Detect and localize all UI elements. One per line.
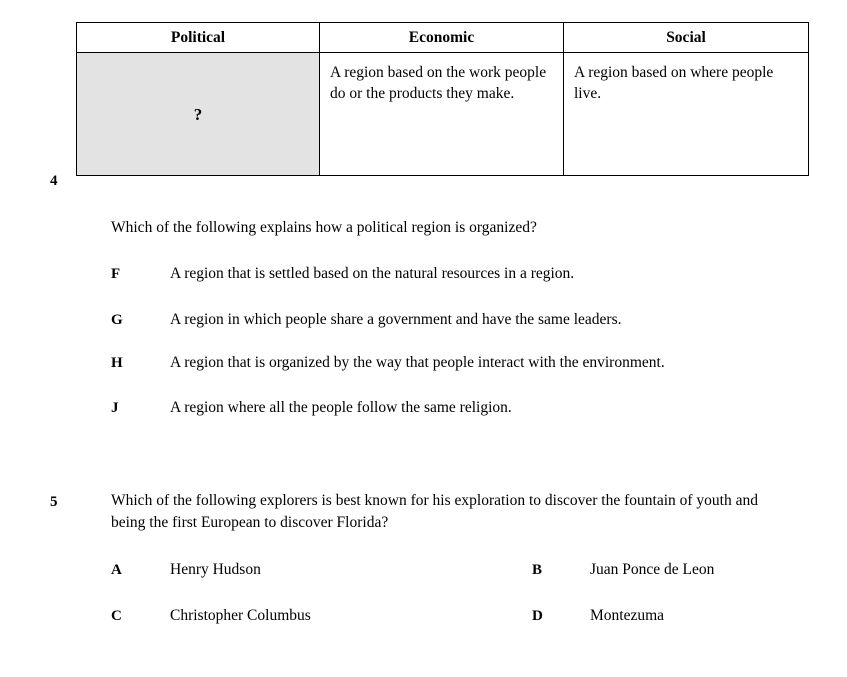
table-cell-social-definition: A region based on where people live. [564,53,809,176]
table-header-economic: Economic [320,23,564,53]
question-5-number: 5 [50,494,58,510]
table-cell-economic-definition: A region based on the work people do or the products they make. [320,53,564,176]
question-4-number: 4 [50,173,58,189]
table-row [77,53,809,176]
table-header-row [77,23,809,53]
question-4-choice-h-letter[interactable]: H [111,355,123,371]
question-4-stem: Which of the following explains how a political region is organized? [111,219,537,236]
question-5-choice-d-letter[interactable]: D [532,608,543,624]
question-5-choice-b-letter[interactable]: B [532,562,543,578]
question-5-stem: Which of the following explorers is best known for his exploration to discover the fountain of youth and being the first European to discover Florida? [111,492,758,531]
question-4-choice-f-letter[interactable]: F [111,266,121,282]
question-5-choice-b-text[interactable]: Juan Ponce de Leon [590,561,715,578]
question-5-choice-d-text[interactable]: Montezuma [590,607,665,624]
table-header-political: Political [77,23,320,53]
table-header-social: Social [564,23,809,53]
question-4-choice-g-letter[interactable]: G [111,312,123,328]
question-4-choice-f-text[interactable]: A region that is settled based on the natural resources in a region. [170,265,575,282]
question-5-choice-a-letter[interactable]: A [111,562,122,578]
question-4-choice-j-letter[interactable]: J [111,400,119,416]
question-5-choice-c-letter[interactable]: C [111,608,122,624]
question-4-choice-h-text[interactable]: A region that is organized by the way that people interact with the environment. [170,354,665,371]
question-5-choice-a-text[interactable]: Henry Hudson [170,561,261,578]
table-cell-political-unknown: ? [77,53,320,176]
question-4-choice-j-text[interactable]: A region where all the people follow the same religion. [170,399,512,416]
question-5-choice-c-text[interactable]: Christopher Columbus [170,607,311,624]
region-types-table [76,22,809,176]
question-4-choice-g-text[interactable]: A region in which people share a government and have the same leaders. [170,311,622,328]
